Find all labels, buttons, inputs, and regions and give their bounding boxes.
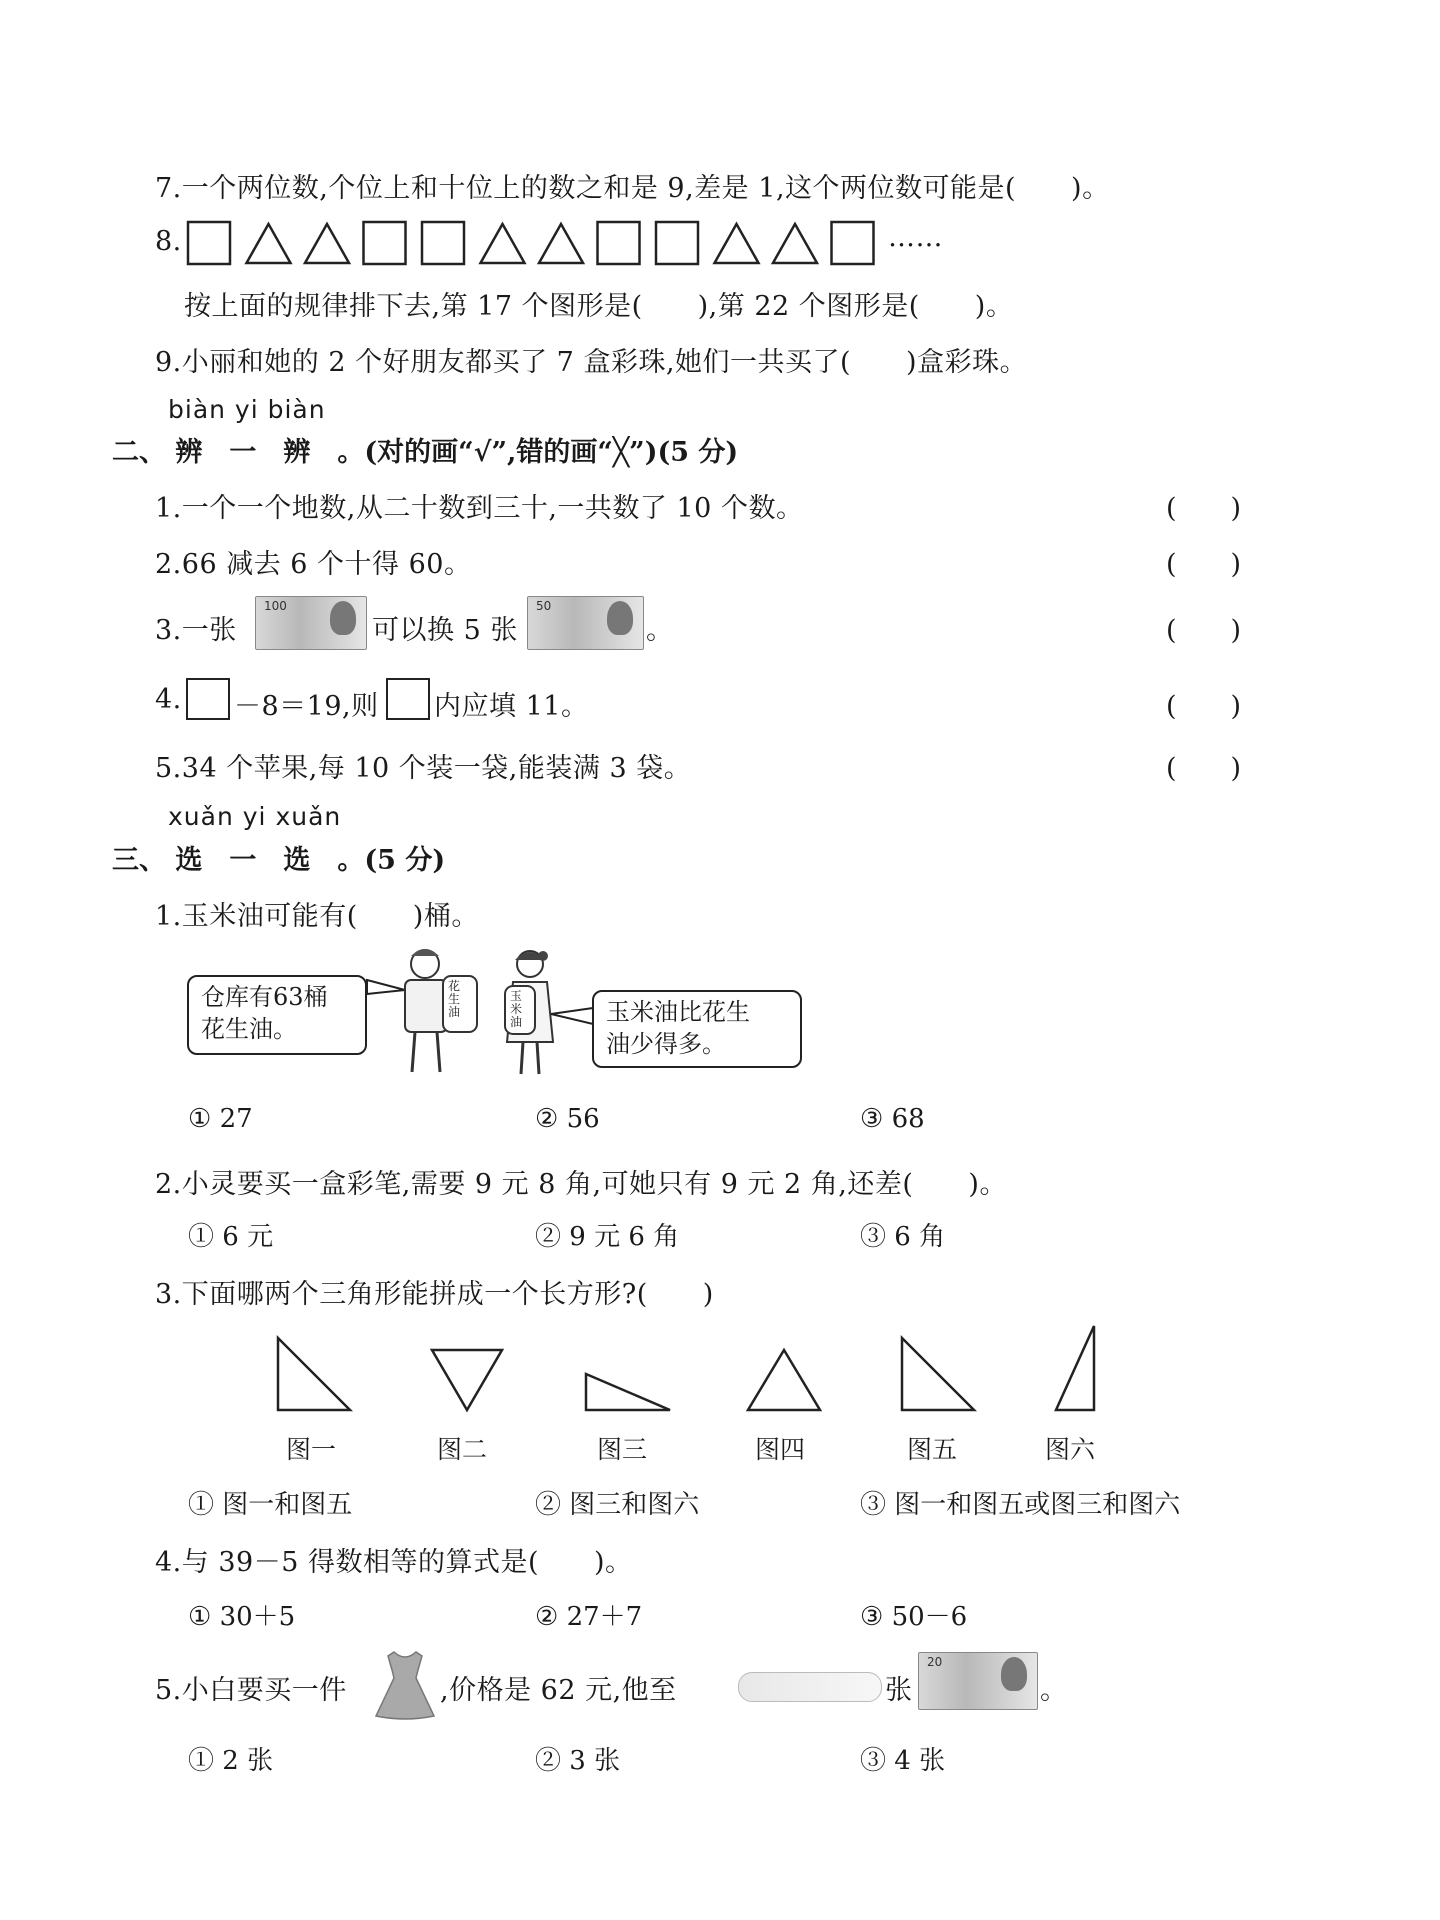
banknote-value: 20: [927, 1655, 943, 1669]
judge-item-2: 2.66 减去 6 个十得 60。: [155, 549, 472, 580]
question-9: 9.小丽和她的 2 个好朋友都买了 7 盒彩珠,她们一共买了( )盒彩珠。: [155, 347, 1028, 378]
speech-bubble-left: 仓库有63桶 花生油。: [187, 975, 367, 1055]
option-1[interactable]: ① 27: [188, 1104, 253, 1134]
answer-paren: ( ): [1166, 615, 1242, 646]
banknote-value: 50: [536, 599, 552, 613]
option-2[interactable]: ② 56: [535, 1104, 600, 1134]
triangle-shape: [773, 224, 817, 263]
people-illustration: [365, 942, 595, 1077]
section-3-pinyin: xuǎn yi xuǎn: [168, 802, 342, 831]
judge-item-4-mid: －8＝19,则: [234, 691, 379, 722]
judge-item-4-post: 内应填 11。: [434, 691, 589, 722]
triangle-figure-6: [1056, 1326, 1094, 1410]
figure-label-1: 图一: [286, 1435, 337, 1464]
banknote-20-image: [918, 1652, 1038, 1710]
choice-question-4: 4.与 39－5 得数相等的算式是( )。: [155, 1547, 633, 1578]
blurred-text-area: [738, 1672, 882, 1702]
judge-item-4-pre: 4.: [155, 684, 182, 715]
judge-item-3-post: 。: [646, 615, 674, 646]
question-8-text: 按上面的规律排下去,第 17 个图形是( ),第 22 个图形是( )。: [184, 291, 1014, 322]
option-1[interactable]: ① 图一和图五: [188, 1490, 353, 1520]
option-2[interactable]: ② 3 张: [535, 1746, 621, 1776]
option-1[interactable]: ① 30＋5: [188, 1602, 296, 1632]
option-2[interactable]: ② 图三和图六: [535, 1490, 700, 1520]
banknote-100-image: [255, 596, 367, 650]
section-2-pinyin: biàn yi biàn: [168, 395, 326, 424]
judge-item-5: 5.34 个苹果,每 10 个装一袋,能装满 3 袋。: [155, 753, 692, 784]
blank-box: [386, 678, 430, 720]
triangle-shape: [305, 224, 349, 263]
dress-icon: [372, 1648, 438, 1720]
option-3[interactable]: ③ 6 角: [860, 1222, 946, 1252]
answer-paren: ( ): [1166, 549, 1242, 580]
option-3[interactable]: ③ 4 张: [860, 1746, 946, 1776]
option-3[interactable]: ③ 68: [860, 1104, 925, 1134]
answer-paren: ( ): [1166, 493, 1242, 524]
shape-sequence: [186, 218, 906, 272]
banknote-value: 100: [264, 599, 287, 613]
section-3-title: 三、 选 一 选 。(5 分): [112, 845, 446, 876]
question-8-number: 8.: [155, 226, 182, 257]
option-1[interactable]: ① 6 元: [188, 1222, 274, 1252]
banknote-50-image: [527, 596, 644, 650]
can-label-peanut-oil: 花生油: [448, 979, 461, 1019]
choice-question-5-pre: 5.小白要买一件: [155, 1675, 347, 1706]
option-3[interactable]: ③ 50－6: [860, 1602, 968, 1632]
option-3[interactable]: ③ 图一和图五或图三和图六: [860, 1490, 1181, 1520]
square-shape: [364, 222, 406, 264]
triangle-figure-5: [902, 1338, 974, 1410]
choice-question-2: 2.小灵要买一盒彩笔,需要 9 元 8 角,可她只有 9 元 2 角,还差( )。: [155, 1169, 1007, 1200]
blank-box: [186, 678, 230, 720]
figure-label-4: 图四: [755, 1435, 806, 1464]
answer-paren: ( ): [1166, 753, 1242, 784]
triangle-figures: [250, 1320, 1130, 1420]
judge-item-3-pre: 3.一张: [155, 615, 237, 646]
figure-label-3: 图三: [597, 1435, 648, 1464]
square-shape: [188, 222, 230, 264]
figure-label-5: 图五: [907, 1435, 958, 1464]
choice-question-5-mid: ,价格是 62 元,他至: [440, 1675, 677, 1706]
option-2[interactable]: ② 27＋7: [535, 1602, 643, 1632]
triangle-shape: [481, 224, 525, 263]
triangle-shape: [715, 224, 759, 263]
section-2-title: 二、 辨 一 辨 。(对的画“√”,错的画“╳”)(5 分): [112, 437, 739, 468]
triangle-figure-3: [586, 1374, 670, 1410]
question-7: 7.一个两位数,个位上和十位上的数之和是 9,差是 1,这个两位数可能是( )。: [155, 173, 1110, 204]
figure-label-2: 图二: [437, 1435, 488, 1464]
choice-question-3: 3.下面哪两个三角形能拼成一个长方形?( ): [155, 1279, 714, 1310]
choice-question-1: 1.玉米油可能有( )桶。: [155, 901, 479, 932]
option-2[interactable]: ② 9 元 6 角: [535, 1222, 680, 1252]
square-shape: [422, 222, 464, 264]
judge-item-1: 1.一个一个地数,从二十数到三十,一共数了 10 个数。: [155, 493, 804, 524]
triangle-shape: [247, 224, 291, 263]
choice-question-5-post: 张: [885, 1675, 913, 1706]
triangle-figure-2: [432, 1350, 502, 1410]
square-shape: [832, 222, 874, 264]
square-shape: [656, 222, 698, 264]
triangle-shape: [539, 224, 583, 263]
choice-question-5-end: 。: [1040, 1675, 1068, 1706]
figure-label-6: 图六: [1045, 1435, 1096, 1464]
speech-bubble-right: 玉米油比花生 油少得多。: [592, 990, 802, 1068]
square-shape: [598, 222, 640, 264]
judge-item-3-mid: 可以换 5 张: [372, 615, 518, 646]
shape-ellipsis: ……: [888, 222, 943, 253]
option-1[interactable]: ① 2 张: [188, 1746, 274, 1776]
shape-sequence-svg: [186, 218, 906, 268]
answer-paren: ( ): [1166, 691, 1242, 722]
triangle-figure-1: [278, 1338, 350, 1410]
can-label-corn-oil: 玉米油: [510, 989, 523, 1029]
triangle-figure-4: [748, 1350, 820, 1410]
